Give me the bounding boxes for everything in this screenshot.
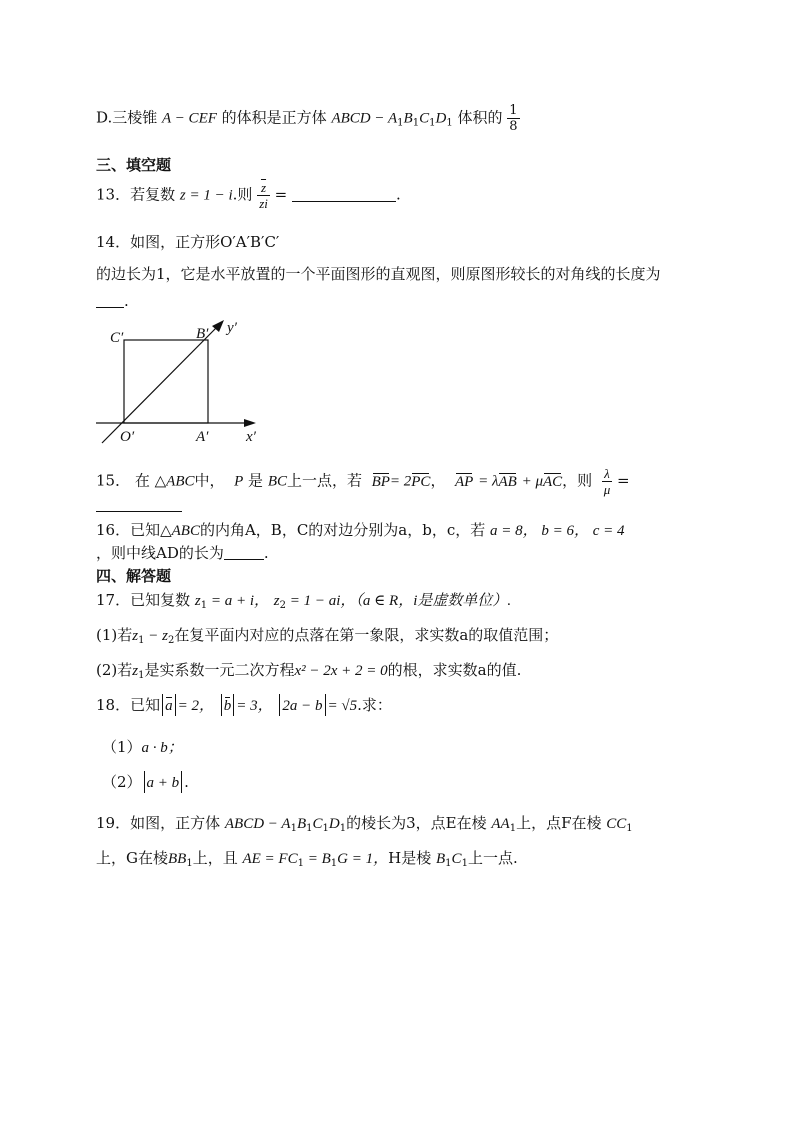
question-16-line2: ，则中线AD的长为 . [96, 544, 269, 562]
label-b-prime: B′ [196, 326, 209, 342]
q14-answer-blank[interactable] [96, 293, 124, 308]
question-15: 15． 在 △ABC中， P 是 BC上一点，若 BP= 2PC， AP = λAB + μAC，则 $\frac{\lambda}{\mu}$ = [96, 466, 630, 497]
q14-figure [88, 318, 288, 448]
q12d-suffix: 体积的 [457, 108, 503, 127]
label-y-prime: y′ [227, 320, 237, 336]
question-19-line1: 19．如图，正方体 ABCD − $A_1B_1C_1D_1$的棱长为3，点E在棱 $AA_1$上，点F在棱 $CC_1$ [96, 814, 633, 834]
question-18-part1: （1）a · b； [102, 738, 183, 756]
question-14-line1: 14．如图，正方形O′A′B′C′ [96, 233, 280, 251]
section-answer-title: 四、解答题 [96, 567, 172, 585]
question-17-part1: (1)若$z_1 - z_2$在复平面内对应的点落在第一象限，求实数a的取值范围； [96, 626, 559, 646]
label-x-prime: x′ [246, 429, 256, 445]
q12d-mid: 的体积是正方体 [221, 108, 327, 127]
q16-answer-blank[interactable] [224, 545, 264, 560]
question-19-line2: 上，G在棱$BB_1$上，且 AE = $FC_1 = B_1G = 1$，H是棱 $B_1C_1$上一点. [96, 849, 518, 869]
question-17-part2: (2)若$z_1$是实系数一元二次方程x² − 2x + 2 = 0的根，求实数a的值. [96, 661, 522, 681]
question-16-line1: 16．已知△ABC的内角A，B，C的对边分别为a，b，c，若 a = 8， b = 6， c = 4 [96, 521, 625, 539]
q15-answer-row [96, 496, 182, 514]
q12d-prefix: D.三棱锥 [96, 108, 158, 127]
q15-answer-blank[interactable] [96, 497, 182, 512]
label-c-prime: C′ [110, 330, 124, 346]
question-18: 18．已知 a = 2， b = 3， 2a − b = √5.求： [96, 696, 392, 714]
q12-option-d: D.三棱锥 A − CEF 的体积是正方体 ABCD − $A_1B_1C_1D_1$ 体积的 $\frac{1}{8}$ [96, 103, 518, 134]
q15-fraction: $\frac{\lambda}{\mu}$ [603, 466, 611, 497]
label-a-prime: A′ [196, 429, 209, 445]
q13-answer-blank[interactable] [292, 187, 396, 202]
question-14-line3: . [96, 292, 129, 310]
square-o-a-b-c [124, 340, 208, 423]
x-axis-arrow [244, 419, 256, 427]
question-13: 13．若复数 z = 1 − i.则 $\frac{\overline{z}}{zi}$ = . [96, 180, 401, 211]
q12d-fraction: $\frac{1}{8}$ [509, 103, 518, 134]
label-o-prime: O′ [120, 429, 135, 445]
section-fill-in-title: 三、填空题 [96, 156, 172, 174]
q13-fraction: $\frac{\overline{z}}{zi}$ [259, 180, 268, 211]
question-18-part2: （2） a + b . [102, 773, 189, 791]
question-14-line2: 的边长为1，它是水平放置的一个平面图形的直观图，则原图形较长的对角线的长度为 [96, 265, 661, 283]
q12d-cube: ABCD − A [331, 110, 398, 127]
question-17: 17．已知复数 $z_1 = a + i$， $z_2 = 1$ − ai，（a ∈ R，i是虚数单位）. [96, 591, 512, 611]
q12d-tetra: A − CEF [162, 110, 217, 127]
